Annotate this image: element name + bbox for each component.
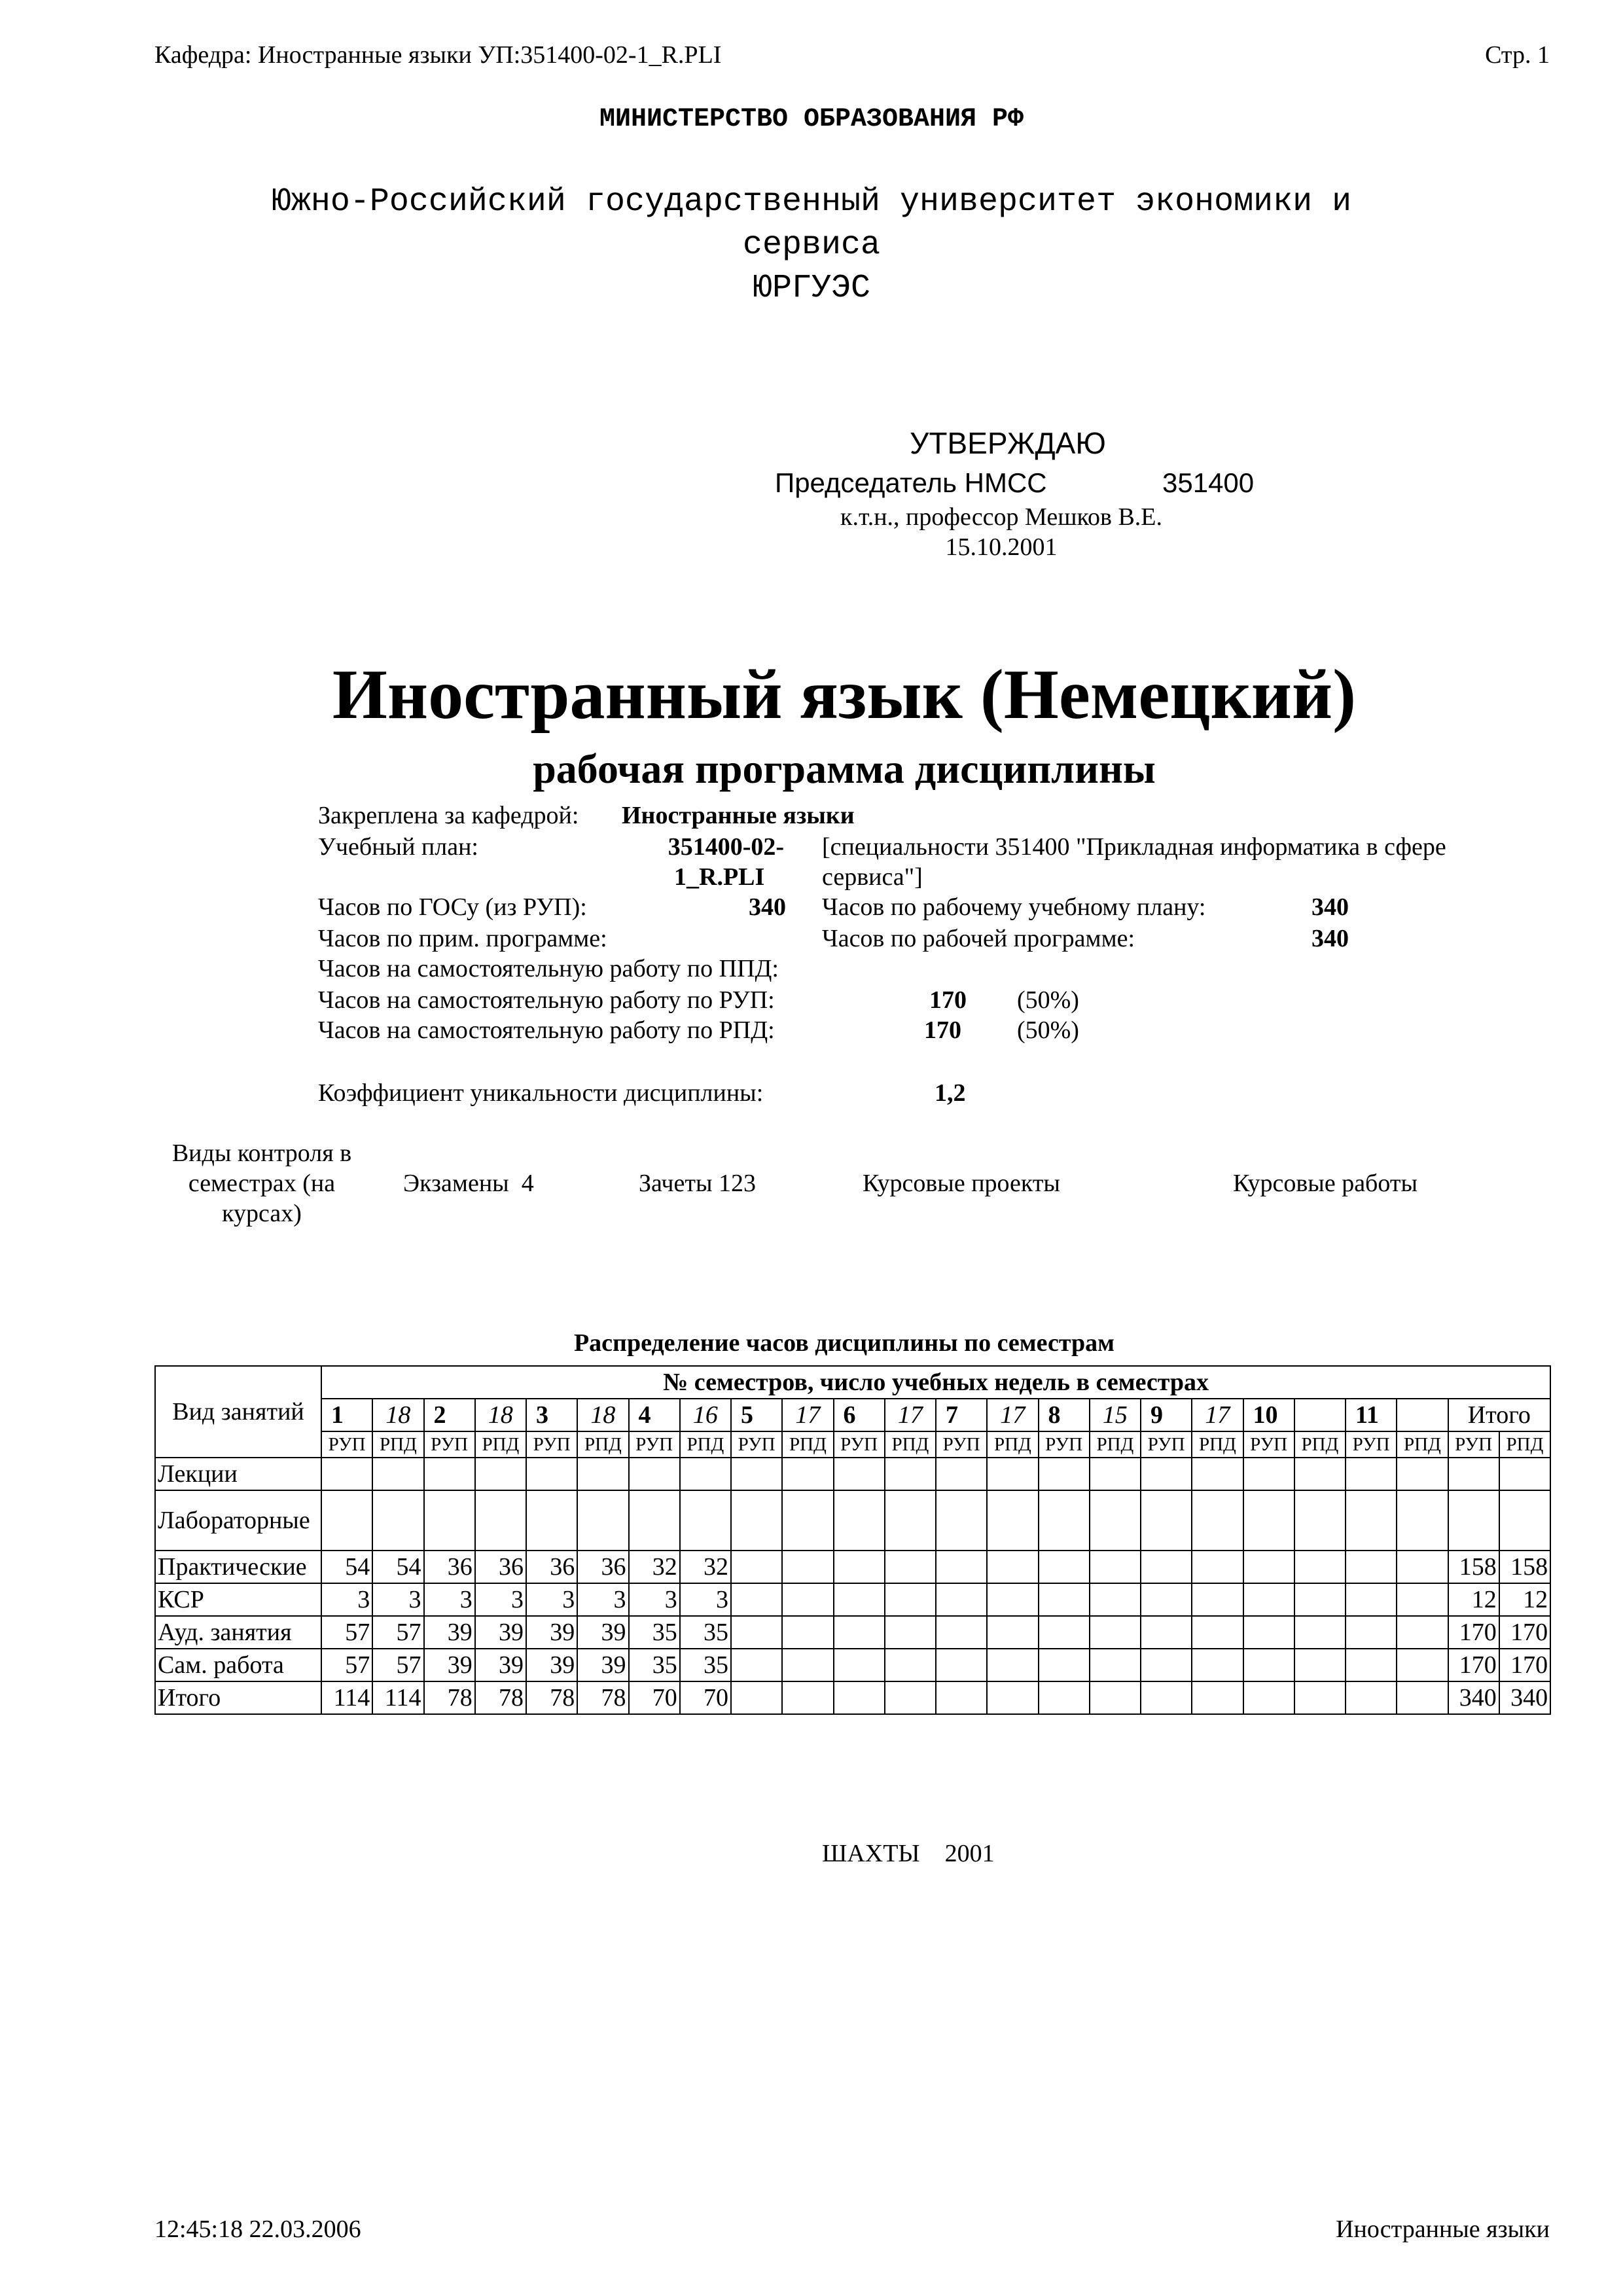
- rpd-header: РПД: [1192, 1431, 1243, 1458]
- table-cell: [1243, 1551, 1294, 1583]
- table-title: Распределение часов дисциплины по семестрам: [573, 1329, 1115, 1357]
- table-cell: [782, 1551, 833, 1583]
- table-cell: [885, 1649, 936, 1681]
- rpd-header: РПД: [372, 1431, 423, 1458]
- rup-header: РУП: [1346, 1431, 1397, 1458]
- rp-hours-label: Часов по рабочей программе:: [822, 925, 1135, 952]
- rpd-header: РПД: [577, 1431, 628, 1458]
- total-cell: [1499, 1490, 1550, 1551]
- semester-number: 2: [424, 1399, 475, 1431]
- table-cell: 39: [577, 1616, 628, 1649]
- plan-label: Учебный план:: [318, 833, 478, 861]
- control-label-line-1: Виды контроля в: [171, 1139, 352, 1167]
- table-cell: [731, 1616, 782, 1649]
- semester-weeks: 18: [372, 1399, 423, 1431]
- table-cell: [936, 1458, 987, 1490]
- control-exams: Экзамены 4: [403, 1170, 534, 1197]
- table-cell: [1243, 1616, 1294, 1649]
- table-cell: 57: [372, 1616, 423, 1649]
- approval-date: 15.10.2001: [945, 533, 1058, 561]
- table-cell: [372, 1458, 423, 1490]
- table-cell: [1039, 1649, 1090, 1681]
- table-cell: 39: [424, 1649, 475, 1681]
- table-cell: 35: [680, 1616, 731, 1649]
- table-cell: [1090, 1681, 1141, 1714]
- table-cell: 57: [321, 1616, 372, 1649]
- row-label: Лекции: [155, 1458, 321, 1490]
- table-cell: [321, 1458, 372, 1490]
- table-cell: 3: [629, 1583, 680, 1616]
- table-cell: [1346, 1583, 1397, 1616]
- table-cell: 3: [680, 1583, 731, 1616]
- table-cell: 70: [629, 1681, 680, 1714]
- total-cell: [1448, 1458, 1499, 1490]
- table-cell: [1192, 1649, 1243, 1681]
- semester-weeks: 17: [1192, 1399, 1243, 1431]
- table-cell: [1294, 1490, 1346, 1551]
- table-cell: [1192, 1551, 1243, 1583]
- table-cell: [1039, 1583, 1090, 1616]
- table-cell: 57: [321, 1649, 372, 1681]
- table-cell: [629, 1490, 680, 1551]
- dept-value: Иностранные языки: [622, 802, 855, 829]
- semester-weeks: 16: [680, 1399, 731, 1431]
- table-cell: [680, 1458, 731, 1490]
- table-row: [155, 1681, 1550, 1714]
- table-cell: [834, 1583, 885, 1616]
- university-line-1: Южно-Российский государственный университет экономики и: [271, 183, 1352, 221]
- table-row: [155, 1458, 1550, 1490]
- self-ppd-label: Часов на самостоятельную работу по ППД:: [318, 955, 779, 982]
- footer-department: Иностранные языки: [1336, 2215, 1550, 2243]
- semester-weeks: 18: [577, 1399, 628, 1431]
- approval-code: 351400: [1162, 467, 1255, 498]
- total-cell: 158: [1448, 1551, 1499, 1583]
- table-cell: 39: [475, 1649, 526, 1681]
- table-cell: [987, 1681, 1038, 1714]
- table-cell: [1090, 1458, 1141, 1490]
- table-cell: 78: [577, 1681, 628, 1714]
- table-cell: [526, 1458, 577, 1490]
- semester-number: 9: [1141, 1399, 1192, 1431]
- table-cell: [834, 1616, 885, 1649]
- table-cell: [936, 1490, 987, 1551]
- row-label: Практические: [155, 1551, 321, 1583]
- place-year: ШАХТЫ 2001: [822, 1840, 995, 1867]
- table-cell: [1090, 1551, 1141, 1583]
- table-cell: [936, 1681, 987, 1714]
- rup-header: РУП: [1141, 1431, 1192, 1458]
- table-cell: [1141, 1649, 1192, 1681]
- university-line-2: сервиса: [742, 226, 881, 264]
- table-header-row: [155, 1366, 1550, 1399]
- table-cell: [1090, 1649, 1141, 1681]
- table-cell: 114: [321, 1681, 372, 1714]
- table-cell: 39: [526, 1649, 577, 1681]
- semester-row: [155, 1399, 1550, 1431]
- row-label: КСР: [155, 1583, 321, 1616]
- table-cell: 36: [475, 1551, 526, 1583]
- table-cell: [885, 1681, 936, 1714]
- table-row: [155, 1490, 1550, 1551]
- row-label: Сам. работа: [155, 1649, 321, 1681]
- table-cell: [1090, 1583, 1141, 1616]
- table-cell: [834, 1458, 885, 1490]
- discipline-subtitle: рабочая программа дисциплины: [533, 745, 1156, 792]
- page-number: Стр. 1: [1485, 41, 1550, 69]
- table-cell: 54: [372, 1551, 423, 1583]
- table-cell: [1039, 1681, 1090, 1714]
- discipline-title: Иностранный язык (Немецкий): [332, 656, 1357, 734]
- total-cell: 170: [1448, 1616, 1499, 1649]
- table-cell: [936, 1551, 987, 1583]
- table-cell: [1346, 1681, 1397, 1714]
- table-cell: 35: [629, 1616, 680, 1649]
- table-cell: [782, 1583, 833, 1616]
- table-cell: [577, 1490, 628, 1551]
- table-cell: [1090, 1616, 1141, 1649]
- rup-hours-label: Часов по рабочему учебному плану:: [822, 893, 1206, 921]
- rp-hours-value: 340: [1311, 925, 1349, 952]
- rpd-header: РПД: [1294, 1431, 1346, 1458]
- table-cell: 32: [680, 1551, 731, 1583]
- table-cell: 78: [475, 1681, 526, 1714]
- approval-person: к.т.н., профессор Мешков В.Е.: [840, 503, 1162, 531]
- table-cell: [629, 1458, 680, 1490]
- table-cell: 39: [475, 1616, 526, 1649]
- table-cell: [577, 1458, 628, 1490]
- table-cell: 39: [424, 1616, 475, 1649]
- table-cell: [987, 1649, 1038, 1681]
- hours-distribution-table: [154, 1365, 1551, 1715]
- semester-number: 8: [1039, 1399, 1090, 1431]
- table-cell: [782, 1681, 833, 1714]
- table-cell: 57: [372, 1649, 423, 1681]
- table-cell: 3: [526, 1583, 577, 1616]
- table-cell: [1346, 1458, 1397, 1490]
- rpd-header: РПД: [1397, 1431, 1448, 1458]
- type-header: Вид занятий: [155, 1366, 321, 1458]
- table-cell: [834, 1490, 885, 1551]
- table-cell: [1397, 1583, 1448, 1616]
- total-cell: [1448, 1490, 1499, 1551]
- table-cell: [1141, 1490, 1192, 1551]
- table-cell: 78: [526, 1681, 577, 1714]
- table-cell: [1039, 1551, 1090, 1583]
- total-cell: 170: [1499, 1616, 1550, 1649]
- table-cell: [1039, 1616, 1090, 1649]
- table-row: [155, 1583, 1550, 1616]
- table-cell: [885, 1583, 936, 1616]
- table-cell: [987, 1583, 1038, 1616]
- total-cell: 340: [1448, 1681, 1499, 1714]
- rup-header: РУП: [936, 1431, 987, 1458]
- table-cell: [885, 1616, 936, 1649]
- uniqueness-value: 1,2: [935, 1079, 966, 1107]
- gos-hours-value: 340: [749, 893, 786, 921]
- table-cell: [731, 1681, 782, 1714]
- table-cell: 3: [424, 1583, 475, 1616]
- self-rpd-label: Часов на самостоятельную работу по РПД:: [318, 1016, 775, 1044]
- table-cell: [936, 1649, 987, 1681]
- table-cell: [782, 1490, 833, 1551]
- approval-title: УТВЕРЖДАЮ: [910, 426, 1106, 460]
- plan-value-line-1: 351400-02-: [668, 833, 784, 861]
- table-cell: [1346, 1490, 1397, 1551]
- table-cell: [1294, 1681, 1346, 1714]
- table-cell: [1397, 1458, 1448, 1490]
- semester-number: 11: [1346, 1399, 1397, 1431]
- total-cell: 12: [1499, 1583, 1550, 1616]
- table-cell: [936, 1616, 987, 1649]
- rup-hours-value: 340: [1311, 893, 1349, 921]
- semester-number: 4: [629, 1399, 680, 1431]
- table-cell: [1243, 1490, 1294, 1551]
- rup-header: РУП: [629, 1431, 680, 1458]
- table-cell: [885, 1458, 936, 1490]
- table-cell: [1141, 1551, 1192, 1583]
- table-cell: [782, 1649, 833, 1681]
- ministry-title: МИНИСТЕРСТВО ОБРАЗОВАНИЯ РФ: [599, 105, 1024, 134]
- total-header: Итого: [1448, 1399, 1551, 1431]
- table-cell: 39: [577, 1649, 628, 1681]
- table-cell: [1141, 1616, 1192, 1649]
- semester-weeks: [1397, 1399, 1448, 1431]
- self-rup-percent: (50%): [1017, 986, 1079, 1014]
- university-abbr: ЮРГУЭС: [752, 270, 871, 307]
- semester-number: 6: [834, 1399, 885, 1431]
- table-cell: 3: [372, 1583, 423, 1616]
- control-label-line-3: курсах): [222, 1200, 302, 1227]
- control-course-works: Курсовые работы: [1233, 1170, 1418, 1197]
- table-cell: [1346, 1649, 1397, 1681]
- rpd-header: РПД: [987, 1431, 1038, 1458]
- prim-hours-label: Часов по прим. программе:: [318, 925, 607, 952]
- table-row: [155, 1616, 1550, 1649]
- table-cell: [1294, 1458, 1346, 1490]
- table-cell: [1346, 1616, 1397, 1649]
- table-cell: [731, 1583, 782, 1616]
- total-cell: 170: [1499, 1649, 1550, 1681]
- table-cell: [1397, 1490, 1448, 1551]
- dept-label: Закреплена за кафедрой:: [318, 802, 579, 829]
- semester-weeks: 18: [475, 1399, 526, 1431]
- self-rpd-value: 170: [924, 1016, 961, 1044]
- table-cell: 78: [424, 1681, 475, 1714]
- table-cell: [1294, 1583, 1346, 1616]
- table-cell: [424, 1490, 475, 1551]
- table-cell: [1346, 1551, 1397, 1583]
- rpd-header: РПД: [782, 1431, 833, 1458]
- table-cell: [1243, 1649, 1294, 1681]
- table-cell: [885, 1551, 936, 1583]
- table-cell: 35: [680, 1649, 731, 1681]
- table-cell: [680, 1490, 731, 1551]
- table-cell: [834, 1649, 885, 1681]
- table-cell: [475, 1490, 526, 1551]
- semester-number: 1: [321, 1399, 372, 1431]
- table-row: [155, 1551, 1550, 1583]
- table-cell: [782, 1458, 833, 1490]
- table-cell: [372, 1490, 423, 1551]
- table-cell: [1397, 1649, 1448, 1681]
- rup-header: РУП: [424, 1431, 475, 1458]
- table-cell: 36: [577, 1551, 628, 1583]
- table-cell: [1192, 1583, 1243, 1616]
- table-cell: [1397, 1681, 1448, 1714]
- rpd-header: РПД: [1499, 1431, 1550, 1458]
- total-cell: 340: [1499, 1681, 1550, 1714]
- table-cell: 54: [321, 1551, 372, 1583]
- rpd-header: РПД: [885, 1431, 936, 1458]
- table-cell: [1294, 1649, 1346, 1681]
- total-cell: 170: [1448, 1649, 1499, 1681]
- semester-weeks: 17: [885, 1399, 936, 1431]
- table-cell: 3: [475, 1583, 526, 1616]
- table-cell: [1397, 1551, 1448, 1583]
- table-cell: [936, 1583, 987, 1616]
- table-cell: [1397, 1616, 1448, 1649]
- table-cell: [1090, 1490, 1141, 1551]
- plan-value-line-2: 1_R.PLI: [674, 863, 765, 891]
- table-cell: [1039, 1490, 1090, 1551]
- table-cell: [731, 1649, 782, 1681]
- rup-header: РУП: [834, 1431, 885, 1458]
- table-cell: 36: [424, 1551, 475, 1583]
- rpd-header: РПД: [475, 1431, 526, 1458]
- table-cell: [834, 1551, 885, 1583]
- total-cell: [1499, 1458, 1550, 1490]
- gos-hours-label: Часов по ГОСу (из РУП):: [318, 893, 587, 921]
- table-cell: [834, 1681, 885, 1714]
- self-rup-label: Часов на самостоятельную работу по РУП:: [318, 986, 775, 1014]
- specialty-line-1: [специальности 351400 "Прикладная информатика в сфере: [822, 833, 1446, 861]
- semester-weeks: [1294, 1399, 1346, 1431]
- table-cell: [526, 1490, 577, 1551]
- rpd-header: РПД: [1090, 1431, 1141, 1458]
- rup-header: РУП: [321, 1431, 372, 1458]
- table-cell: [1192, 1616, 1243, 1649]
- table-cell: 36: [526, 1551, 577, 1583]
- rup-header: РУП: [1243, 1431, 1294, 1458]
- table-cell: [1192, 1681, 1243, 1714]
- semester-number: 5: [731, 1399, 782, 1431]
- table-cell: [1141, 1681, 1192, 1714]
- table-cell: 114: [372, 1681, 423, 1714]
- specialty-line-2: сервиса"]: [822, 863, 923, 891]
- table-cell: [1294, 1551, 1346, 1583]
- header-left: Кафедра: Иностранные языки УП:351400-02-1_R.PLI: [154, 41, 722, 69]
- rup-header: РУП: [1039, 1431, 1090, 1458]
- table-cell: 3: [577, 1583, 628, 1616]
- self-rpd-percent: (50%): [1017, 1016, 1079, 1044]
- row-label: Лабораторные: [155, 1490, 321, 1551]
- footer-timestamp: 12:45:18 22.03.2006: [154, 2215, 361, 2243]
- table-cell: [987, 1616, 1038, 1649]
- semesters-header: № семестров, число учебных недель в семестрах: [321, 1366, 1550, 1399]
- semester-number: 3: [526, 1399, 577, 1431]
- table-cell: [1192, 1458, 1243, 1490]
- row-label: Ауд. занятия: [155, 1616, 321, 1649]
- table-cell: [1294, 1616, 1346, 1649]
- total-cell: 12: [1448, 1583, 1499, 1616]
- table-cell: [1039, 1458, 1090, 1490]
- table-cell: [1243, 1681, 1294, 1714]
- table-cell: [1141, 1458, 1192, 1490]
- table-cell: [987, 1551, 1038, 1583]
- total-cell: 158: [1499, 1551, 1550, 1583]
- table-cell: 32: [629, 1551, 680, 1583]
- uniqueness-label: Коэффициент уникальности дисциплины:: [318, 1079, 764, 1107]
- table-cell: [885, 1490, 936, 1551]
- table-cell: 3: [321, 1583, 372, 1616]
- semester-weeks: 17: [782, 1399, 833, 1431]
- semester-number: 10: [1243, 1399, 1294, 1431]
- rpd-header: РПД: [680, 1431, 731, 1458]
- rup-header: РУП: [731, 1431, 782, 1458]
- control-course-projects: Курсовые проекты: [863, 1170, 1060, 1197]
- table-cell: [731, 1458, 782, 1490]
- self-rup-value: 170: [929, 986, 967, 1014]
- table-cell: [731, 1490, 782, 1551]
- rup-header: РУП: [1448, 1431, 1499, 1458]
- table-cell: [987, 1490, 1038, 1551]
- table-cell: [424, 1458, 475, 1490]
- semester-weeks: 15: [1090, 1399, 1141, 1431]
- table-cell: 39: [526, 1616, 577, 1649]
- semester-number: 7: [936, 1399, 987, 1431]
- table-cell: 70: [680, 1681, 731, 1714]
- approval-chair: Председатель НМСС: [775, 467, 1047, 498]
- table-cell: [475, 1458, 526, 1490]
- table-cell: [1192, 1490, 1243, 1551]
- row-label: Итого: [155, 1681, 321, 1714]
- table-cell: [1141, 1583, 1192, 1616]
- control-label-line-2: семестрах (на: [188, 1170, 336, 1197]
- table-cell: [987, 1458, 1038, 1490]
- table-cell: [321, 1490, 372, 1551]
- semester-weeks: 17: [987, 1399, 1038, 1431]
- control-credits: Зачеты 123: [639, 1170, 756, 1197]
- table-cell: [1243, 1458, 1294, 1490]
- rup-rpd-row: [155, 1431, 1550, 1458]
- table-cell: [1243, 1583, 1294, 1616]
- table-row: [155, 1649, 1550, 1681]
- table-cell: 35: [629, 1649, 680, 1681]
- rup-header: РУП: [526, 1431, 577, 1458]
- table-cell: [782, 1616, 833, 1649]
- table-cell: [731, 1551, 782, 1583]
